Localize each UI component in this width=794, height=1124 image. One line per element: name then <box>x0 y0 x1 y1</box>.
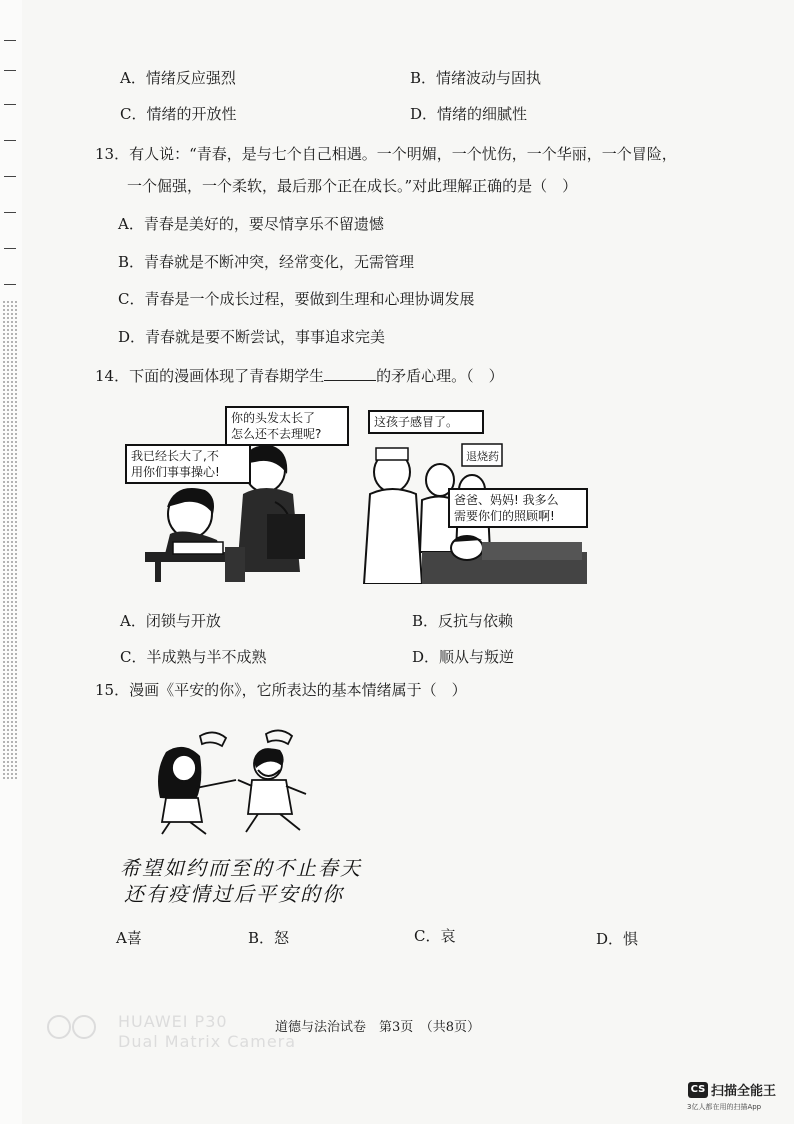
margin-tick <box>4 284 16 285</box>
q13-option-c: C．青春是一个成长过程，要做到生理和心理协调发展 <box>118 290 475 308</box>
comic-safe-you-drawing <box>140 722 340 840</box>
margin-tick <box>4 248 16 249</box>
comic-sick-child <box>362 402 587 584</box>
binding-dots <box>2 300 18 780</box>
comic-haircut-child-bubble: 我已经长大了,不 用你们事事操心! <box>125 444 251 484</box>
q13-option-b: B．青春就是不断冲突，经常变化，无需管理 <box>118 253 415 271</box>
q15-stem: 15．漫画《平安的你》，它所表达的基本情绪属于（ ） <box>95 681 467 699</box>
q14-stem <box>95 366 504 386</box>
q14-stem-before: 14．下面的漫画体现了青春期学生 <box>95 367 325 385</box>
margin-tick <box>4 104 16 105</box>
q14-answer-blank <box>324 366 376 381</box>
q15-option-c: C．哀 <box>414 927 456 945</box>
comic-haircut-parent-bubble: 你的头发太长了 怎么还不去理呢? <box>225 406 349 446</box>
q14-option-c: C．半成熟与半不成熟 <box>120 648 267 666</box>
comic-safe-you-caption-line2: 还有疫情过后平安的你 <box>124 882 344 906</box>
margin-tick <box>4 212 16 213</box>
page-footer: 道德与法治试卷 第3页 （共8页） <box>275 1020 481 1035</box>
comic-safe-you <box>140 722 340 840</box>
q15-option-b: B．怒 <box>248 929 290 947</box>
q14-option-b: B．反抗与依赖 <box>412 612 514 630</box>
q12-option-b: B．情绪波动与固执 <box>410 69 542 87</box>
q12-option-c: C．情绪的开放性 <box>120 105 237 123</box>
scan-left-margin <box>0 0 22 1124</box>
margin-tick <box>4 176 16 177</box>
q13-option-d: D．青春就是要不断尝试，事事追求完美 <box>118 328 386 346</box>
q15-option-d: D．惧 <box>596 930 639 948</box>
comic-medicine-label: 退烧药 <box>466 450 499 463</box>
scanner-tagline: 3亿人都在用的扫描App <box>687 1103 762 1111</box>
camera-watermark-rings-icon <box>44 1012 104 1042</box>
scanner-app-name: 扫描全能王 <box>711 1084 777 1099</box>
scanner-logo-icon: CS <box>688 1082 708 1098</box>
margin-tick <box>4 40 16 41</box>
q13-stem-line1: 13．有人说：“青春，是与七个自己相遇。一个明媚，一个忧伤，一个华丽，一个冒险， <box>95 145 677 163</box>
camera-watermark: HUAWEI P30 Dual Matrix Camera <box>118 1012 297 1051</box>
q14-option-a: A．闭锁与开放 <box>120 612 221 630</box>
margin-tick <box>4 140 16 141</box>
q13-option-a: A．青春是美好的，要尽情享乐不留遗憾 <box>118 215 384 233</box>
comic-safe-you-caption-line1: 希望如约而至的不止春天 <box>120 856 362 880</box>
q15-option-a: A喜 <box>116 929 142 947</box>
q12-option-a: A．情绪反应强烈 <box>120 69 236 87</box>
comic-sick-doctor-bubble: 这孩子感冒了。 <box>368 410 484 434</box>
comic-haircut <box>125 402 355 584</box>
q14-option-d: D．顺从与叛逆 <box>412 648 515 666</box>
margin-tick <box>4 70 16 71</box>
q14-stem-after: 的矛盾心理。（ ） <box>376 367 504 385</box>
comic-sick-child-bubble: 爸爸、妈妈! 我多么 需要你们的照顾啊! <box>448 488 588 528</box>
q13-stem-line2: 一个倔强，一个柔软，最后那个正在成长。”对此理解正确的是（ ） <box>127 177 578 195</box>
q12-option-d: D．情绪的细腻性 <box>410 105 528 123</box>
